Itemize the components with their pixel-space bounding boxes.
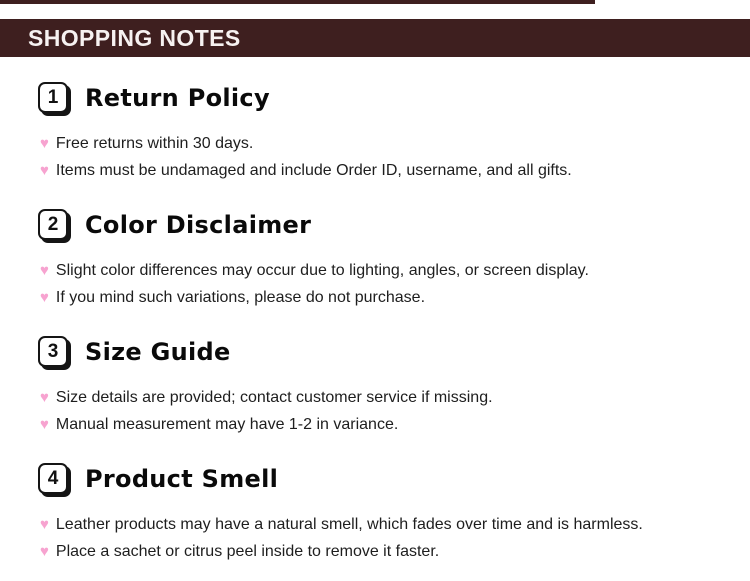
heart-icon: ♥ — [40, 135, 49, 152]
section-number-badge: 2 — [38, 209, 68, 240]
section-size-guide — [38, 335, 750, 438]
list-item — [40, 257, 750, 284]
list-item — [40, 284, 750, 311]
section-number-badge: 1 — [38, 82, 68, 113]
section-color-disclaimer — [38, 208, 750, 311]
list-item-text: Items must be undamaged and include Order ID, username, and all gifts. — [55, 162, 572, 179]
section-title: Color Disclaimer — [85, 210, 312, 239]
section-heading-row — [38, 462, 750, 495]
list-item — [40, 511, 750, 538]
section-number-badge: 4 — [38, 463, 68, 494]
section-product-smell — [38, 462, 750, 565]
heart-icon: ♥ — [40, 543, 49, 560]
heart-icon: ♥ — [40, 516, 49, 533]
section-item-list — [38, 511, 750, 565]
section-heading-row — [38, 81, 750, 114]
list-item — [40, 157, 750, 184]
section-number-badge: 3 — [38, 336, 68, 367]
list-item — [40, 384, 750, 411]
list-item — [40, 538, 750, 565]
list-item — [40, 411, 750, 438]
heart-icon: ♥ — [40, 389, 49, 406]
list-item — [40, 130, 750, 157]
section-item-list — [38, 257, 750, 311]
section-item-list — [38, 384, 750, 438]
list-item-text: Slight color differences may occur due to lighting, angles, or screen display. — [55, 262, 589, 279]
section-heading-row — [38, 335, 750, 368]
notes-content — [0, 57, 750, 565]
section-title: Product Smell — [85, 464, 279, 493]
heart-icon: ♥ — [40, 162, 49, 179]
top-divider-strip — [0, 0, 595, 4]
section-banner — [0, 19, 750, 57]
list-item-text: Free returns within 30 days. — [55, 135, 254, 152]
section-title: Size Guide — [85, 337, 231, 366]
list-item-text: Manual measurement may have 1-2 in variance. — [55, 416, 399, 433]
heart-icon: ♥ — [40, 416, 49, 433]
section-title: Return Policy — [85, 83, 270, 112]
heart-icon: ♥ — [40, 262, 49, 279]
page-title: SHOPPING NOTES — [28, 24, 241, 51]
list-item-text: If you mind such variations, please do not purchase. — [55, 289, 426, 306]
section-item-list — [38, 130, 750, 184]
list-item-text: Place a sachet or citrus peel inside to remove it faster. — [55, 543, 440, 560]
section-return-policy — [38, 81, 750, 184]
list-item-text: Size details are provided; contact customer service if missing. — [55, 389, 493, 406]
section-heading-row — [38, 208, 750, 241]
list-item-text: Leather products may have a natural smell, which fades over time and is harmless. — [55, 516, 643, 533]
heart-icon: ♥ — [40, 289, 49, 306]
